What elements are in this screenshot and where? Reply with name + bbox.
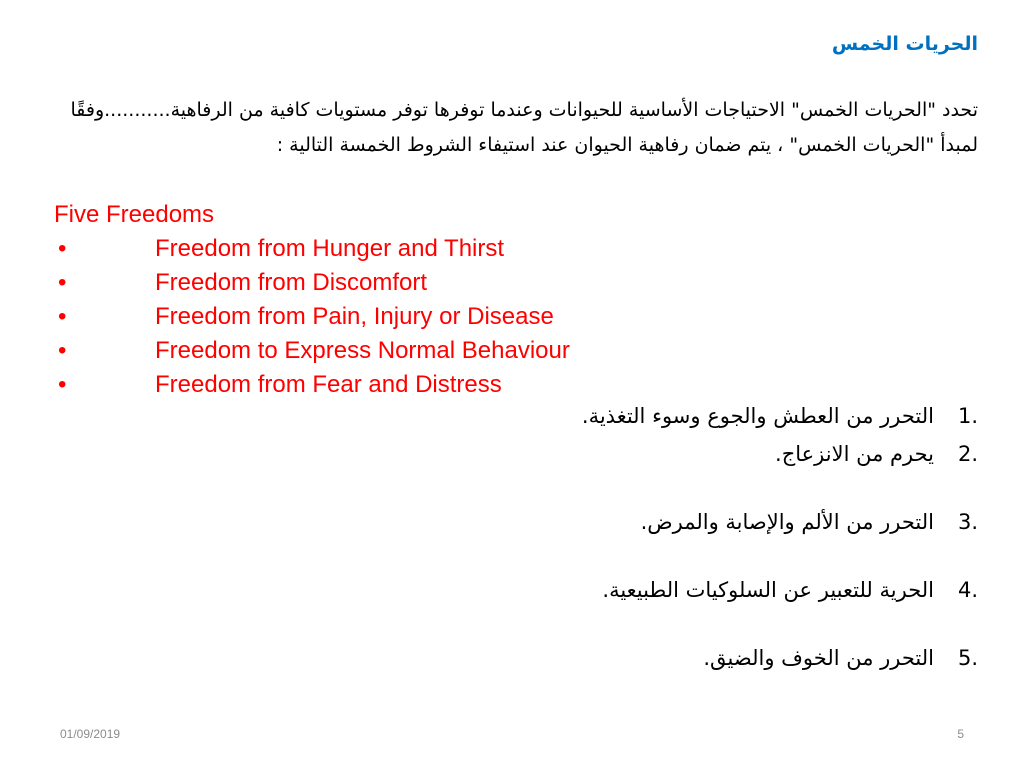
slide-title: الحريات الخمس (831, 33, 978, 55)
arabic-list-item (775, 442, 978, 466)
english-heading: Five Freedoms (54, 201, 215, 228)
arabic-item-text: التحرر من الألم والإصابة والمرض. (640, 510, 934, 534)
english-item-text: Freedom from Pain, Injury or Disease (155, 303, 554, 330)
arabic-list-item (602, 578, 978, 602)
arabic-item-text: يحرم من الانزعاج. (775, 442, 934, 466)
list-number: 5. (957, 646, 978, 670)
slide-number: 5 (957, 727, 964, 741)
intro-paragraph: تحدد "الحريات الخمس" الاحتياجات الأساسية للحيوانات وعندما توفرها توفر مستويات كافية من الرفاهية...........وفقًا لمبدأ "الحريات الخمس" ، يتم ضمان رفاهية الحيوان عند استيفاء الشروط الخمسة التالية : (70, 99, 978, 156)
arabic-list-item (703, 646, 978, 670)
english-item-text: Freedom from Discomfort (155, 269, 428, 296)
bullet-icon: • (58, 303, 67, 330)
arabic-item-text: التحرر من الخوف والضيق. (703, 646, 934, 670)
bullet-icon: • (58, 337, 67, 364)
arabic-item-text: التحرر من العطش والجوع وسوء التغذية. (581, 404, 934, 428)
bullet-icon: • (58, 235, 67, 262)
arabic-list-item (582, 404, 978, 428)
bullet-icon: • (58, 371, 67, 398)
english-list-item (54, 300, 554, 334)
english-list-item (54, 334, 570, 368)
footer-date: 01/09/2019 (60, 727, 121, 741)
english-item-text: Freedom from Fear and Distress (155, 371, 502, 398)
list-number: 3. (957, 510, 978, 534)
english-list-item (54, 266, 428, 300)
arabic-item-text: الحرية للتعبير عن السلوكيات الطبيعية. (602, 578, 934, 602)
list-number: 1. (957, 404, 978, 428)
english-item-text: Freedom to Express Normal Behaviour (155, 337, 570, 364)
arabic-list-item (641, 510, 978, 534)
english-item-text: Freedom from Hunger and Thirst (155, 235, 505, 262)
list-number: 2. (957, 442, 978, 466)
english-list-item (54, 232, 505, 266)
english-freedoms-list (54, 198, 570, 402)
english-list-item (54, 368, 502, 402)
list-number: 4. (957, 578, 978, 602)
bullet-icon: • (58, 269, 67, 296)
